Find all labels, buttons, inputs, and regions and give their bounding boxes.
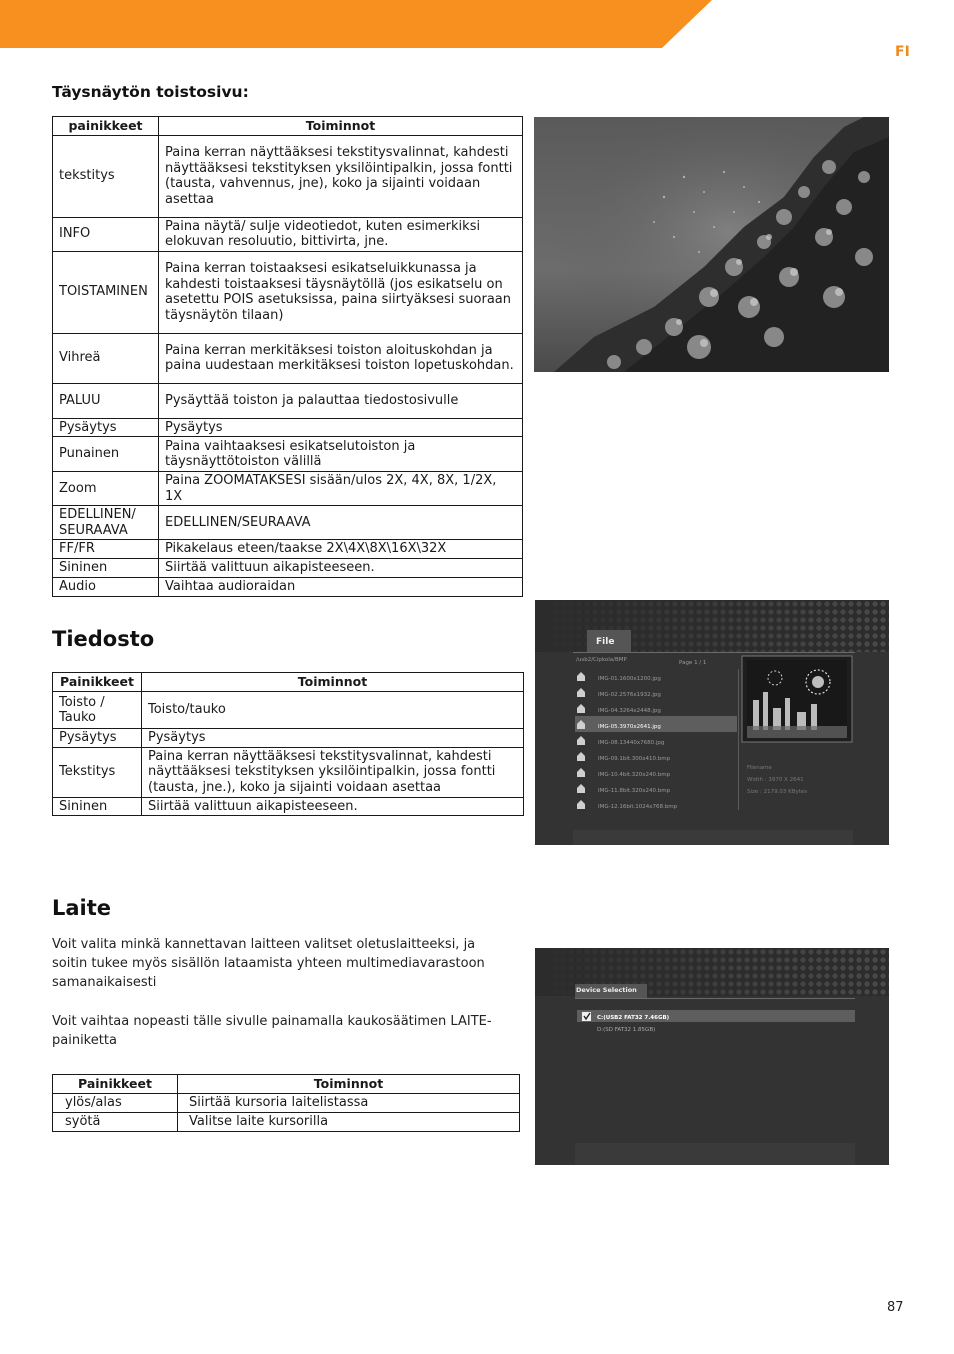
button-name: Sininen [53, 797, 142, 816]
file-info [747, 762, 807, 798]
button-name: Tekstitys [53, 747, 142, 797]
file-list-item[interactable]: IMG-12.16bit.1024x768.bmp [598, 804, 678, 810]
playback-table [52, 116, 523, 597]
file-info-size: Size : 2179.03 KBytes [747, 789, 808, 795]
table-row [53, 692, 524, 729]
button-name: Audio [53, 578, 159, 597]
function-desc: Pysäytys [159, 418, 523, 437]
device-paragraph-1: Voit valita minkä kannettavan laitteen valitset oletuslaitteeksi, ja soitin tukee myös sisällön lataamista yhteen multimediavarastoon samanaikaisesti [52, 937, 485, 990]
button-name: TOISTAMINEN [53, 251, 159, 333]
button-name: Punainen [53, 437, 159, 472]
table-row [53, 1113, 520, 1132]
function-desc: Siirtää valittuun aikapisteeseen. [142, 797, 524, 816]
function-desc: EDELLINEN/SEURAAVA [159, 506, 523, 540]
file-list-item[interactable]: IMG-10.4bit.320x240.bmp [598, 772, 671, 778]
column-header: Toiminnot [178, 1075, 520, 1094]
button-name: tekstitys [53, 135, 159, 217]
file-list [598, 671, 734, 815]
file-screen-title: File [596, 637, 615, 647]
column-header: Painikkeet [53, 1075, 178, 1094]
button-name: Zoom [53, 472, 159, 506]
file-screen-page: Page 1 / 1 [679, 660, 707, 666]
button-name: ylös/alas [53, 1094, 178, 1113]
page-number: 87 [887, 1300, 904, 1315]
file-table [52, 672, 524, 816]
table-row [53, 333, 523, 383]
function-desc: Paina kerran näyttääksesi tekstitysvalinnat, kahdesti näyttääksesi tekstityksen yksilöintipalkin, jossa fontti (tausta, vahvennus, jne), koko ja sijainti voidaan asettaa [159, 135, 523, 217]
button-name: INFO [53, 217, 159, 251]
header-banner [0, 0, 954, 50]
file-info-width: Width : 3970 X 2641 [747, 777, 804, 783]
file-list-item[interactable]: IMG-01.1600x1200.jpg [598, 676, 661, 682]
column-header: Painikkeet [53, 673, 142, 692]
file-list-item[interactable]: IMG-04.3264x2448.jpg [598, 708, 661, 714]
device-table [52, 1074, 520, 1132]
button-name: Sininen [53, 559, 159, 578]
file-screen-path: /usb2/Cipkola/BMP [576, 657, 627, 663]
device-list-item-selected[interactable]: C:(USB2 FAT32 7.46GB) [597, 1015, 670, 1021]
file-list-item[interactable]: IMG-02.2576x1932.jpg [598, 692, 661, 698]
button-name: FF/FR [53, 540, 159, 559]
playback-section-title: Täysnäytön toistosivu: [52, 83, 249, 101]
function-desc: Paina ZOOMATAKSESI sisään/ulos 2X, 4X, 8X, 1/2X, 1X [159, 472, 523, 506]
language-label: FI [895, 44, 910, 60]
function-desc: Vaihtaa audioraidan [159, 578, 523, 597]
device-list-item[interactable]: D:(SD FAT32 1.85GB) [597, 1027, 656, 1033]
device-list [597, 1012, 669, 1036]
table-row [53, 383, 523, 418]
table-row [53, 747, 524, 797]
function-desc: Toisto/tauko [142, 692, 524, 729]
file-list-item[interactable]: IMG-09.1bit.300x410.bmp [598, 756, 671, 762]
table-row [53, 135, 523, 217]
underwater-photo [534, 117, 889, 372]
button-name: Toisto / Tauko [53, 692, 142, 729]
column-header: Toiminnot [159, 117, 523, 136]
button-name: Pysäytys [53, 729, 142, 748]
function-desc: Siirtää kursoria laitelistassa [178, 1094, 520, 1113]
file-browser-screenshot [535, 600, 889, 845]
table-row [53, 418, 523, 437]
button-name: syötä [53, 1113, 178, 1132]
table-row [53, 437, 523, 472]
function-desc: Paina vaihtaaksesi esikatselutoiston ja täysnäyttötoiston välillä [159, 437, 523, 472]
table-row [53, 472, 523, 506]
function-desc: Pikakelaus eteen/taakse 2X\4X\8X\16X\32X [159, 540, 523, 559]
table-row [53, 578, 523, 597]
function-desc: Pysäyttää toiston ja palauttaa tiedostosivulle [159, 383, 523, 418]
button-name: Vihreä [53, 333, 159, 383]
file-list-item-selected[interactable]: IMG-05.3970x2641.jpg [598, 724, 661, 730]
table-row [53, 559, 523, 578]
table-row [53, 1094, 520, 1113]
column-header: painikkeet [53, 117, 159, 136]
device-screen-title: Device Selection [576, 986, 637, 994]
table-row [53, 217, 523, 251]
file-info-label: Filename [747, 765, 772, 771]
button-name: EDELLINEN/ SEURAAVA [53, 506, 159, 540]
device-selection-screenshot [535, 948, 889, 1165]
file-list-item[interactable]: IMG-11.8bit.320x240.bmp [598, 788, 671, 794]
table-row [53, 729, 524, 748]
button-name: Pysäytys [53, 418, 159, 437]
function-desc: Paina kerran toistaaksesi esikatseluikkunassa ja kahdesti toistaaksesi täysnäytöllä (jos esikatselu on asetettu POIS asetuksissa, paina siirtyäksesi suoraan täysnäytön tilaan) [159, 251, 523, 333]
table-row [53, 506, 523, 540]
table-row [53, 540, 523, 559]
function-desc: Paina kerran näyttääksesi tekstitysvalinnat, kahdesti näyttääksesi tekstityksen yksilöintipalkin, jossa fontti (tausta, jne.), koko ja sijainti voidaan asettaa [142, 747, 524, 797]
table-row [53, 797, 524, 816]
device-section-title: Laite [52, 896, 112, 920]
function-desc: Pysäytys [142, 729, 524, 748]
column-header: Toiminnot [142, 673, 524, 692]
function-desc: Valitse laite kursorilla [178, 1113, 520, 1132]
device-paragraph-2: Voit vaihtaa nopeasti tälle sivulle painamalla kaukosäätimen LAITE-painiketta [52, 1014, 492, 1048]
file-list-item[interactable]: IMG-08.13440x7680.jpg [598, 740, 665, 746]
file-section-title: Tiedosto [52, 627, 155, 651]
table-row [53, 251, 523, 333]
function-desc: Paina kerran merkitäksesi toiston aloituskohdan ja paina uudestaan merkitäksesi toiston lopetuskohdan. [159, 333, 523, 383]
function-desc: Paina näytä/ sulje videotiedot, kuten esimerkiksi elokuvan resoluutio, bittivirta, jne. [159, 217, 523, 251]
function-desc: Siirtää valittuun aikapisteeseen. [159, 559, 523, 578]
button-name: PALUU [53, 383, 159, 418]
